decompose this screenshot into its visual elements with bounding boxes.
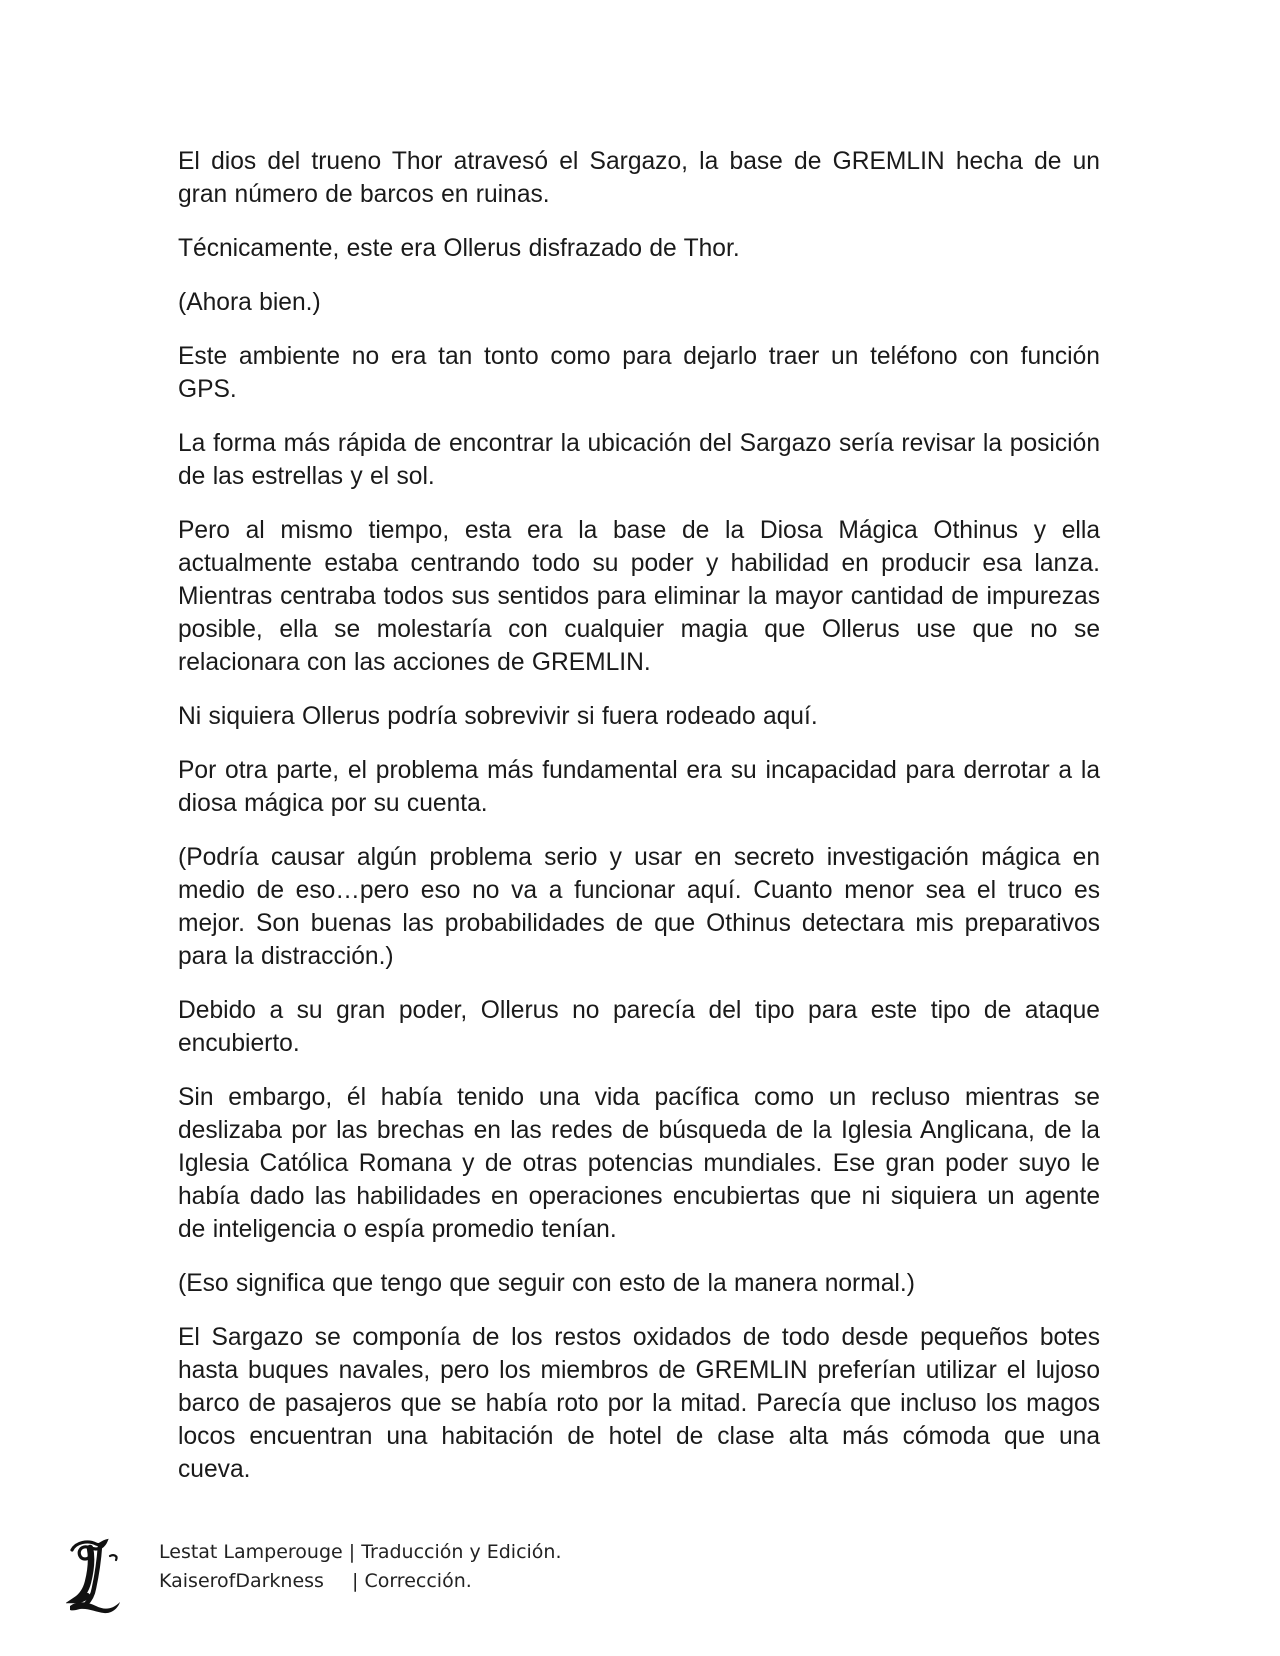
credit-row bbox=[159, 1538, 562, 1567]
paragraph: (Ahora bien.) bbox=[178, 289, 321, 316]
paragraph: Técnicamente, este era Ollerus disfrazado de Thor. bbox=[178, 235, 740, 262]
paragraph: Por otra parte, el problema más fundamental era su incapacidad para derrotar a la diosa mágica por su cuenta. bbox=[178, 757, 1100, 817]
credits-block bbox=[159, 1538, 562, 1596]
credit-name: Lestat Lamperouge bbox=[159, 1541, 349, 1563]
paragraph: Sin embargo, él había tenido una vida pacífica como un recluso mientras se deslizaba por las brechas en las redes de búsqueda de la Iglesia Anglicana, de la Iglesia Católica Romana y de otras potencias mundiales. Ese gran poder suyo le había dado las habilidades en operaciones encubiertas que ni siquiera un agente de inteligencia o espía promedio tenían. bbox=[178, 1084, 1100, 1243]
credit-name: KaiserofDarkness bbox=[159, 1570, 324, 1592]
document-body bbox=[178, 145, 1100, 1507]
paragraph: La forma más rápida de encontrar la ubicación del Sargazo sería revisar la posición de las estrellas y el sol. bbox=[178, 430, 1100, 490]
paragraph: El dios del trueno Thor atravesó el Sargazo, la base de GREMLIN hecha de un gran número de barcos en ruinas. bbox=[178, 148, 1100, 208]
gothic-l-logo bbox=[66, 1538, 126, 1614]
paragraph: Ni siquiera Ollerus podría sobrevivir si fuera rodeado aquí. bbox=[178, 703, 818, 730]
credit-role: | Traducción y Edición. bbox=[348, 1541, 562, 1563]
paragraph: Pero al mismo tiempo, esta era la base de la Diosa Mágica Othinus y ella actualmente estaba centrando todo su poder y habilidad en producir esa lanza. Mientras centraba todos sus sentidos para eliminar la mayor cantidad de impurezas posible, ella se molestaría con cualquier magia que Ollerus use que no se relacionara con las acciones de GREMLIN. bbox=[178, 517, 1100, 676]
page-footer bbox=[66, 1538, 766, 1618]
paragraph: Este ambiente no era tan tonto como para dejarlo traer un teléfono con función GPS. bbox=[178, 343, 1100, 403]
paragraph: (Eso significa que tengo que seguir con esto de la manera normal.) bbox=[178, 1270, 915, 1297]
paragraph: El Sargazo se componía de los restos oxidados de todo desde pequeños botes hasta buques navales, pero los miembros de GREMLIN preferían utilizar el lujoso barco de pasajeros que se había roto por la mitad. Parecía que incluso los magos locos encuentran una habitación de hotel de clase alta más cómoda que una cueva. bbox=[178, 1324, 1100, 1483]
credit-row bbox=[159, 1567, 562, 1596]
credit-role: | Corrección. bbox=[352, 1570, 472, 1592]
paragraph: (Podría causar algún problema serio y usar en secreto investigación mágica en medio de eso…pero eso no va a funcionar aquí. Cuanto menor sea el truco es mejor. Son buenas las probabilidades de que Othinus detectara mis preparativos para la distracción.) bbox=[178, 844, 1100, 970]
paragraph: Debido a su gran poder, Ollerus no parecía del tipo para este tipo de ataque encubierto. bbox=[178, 997, 1100, 1057]
